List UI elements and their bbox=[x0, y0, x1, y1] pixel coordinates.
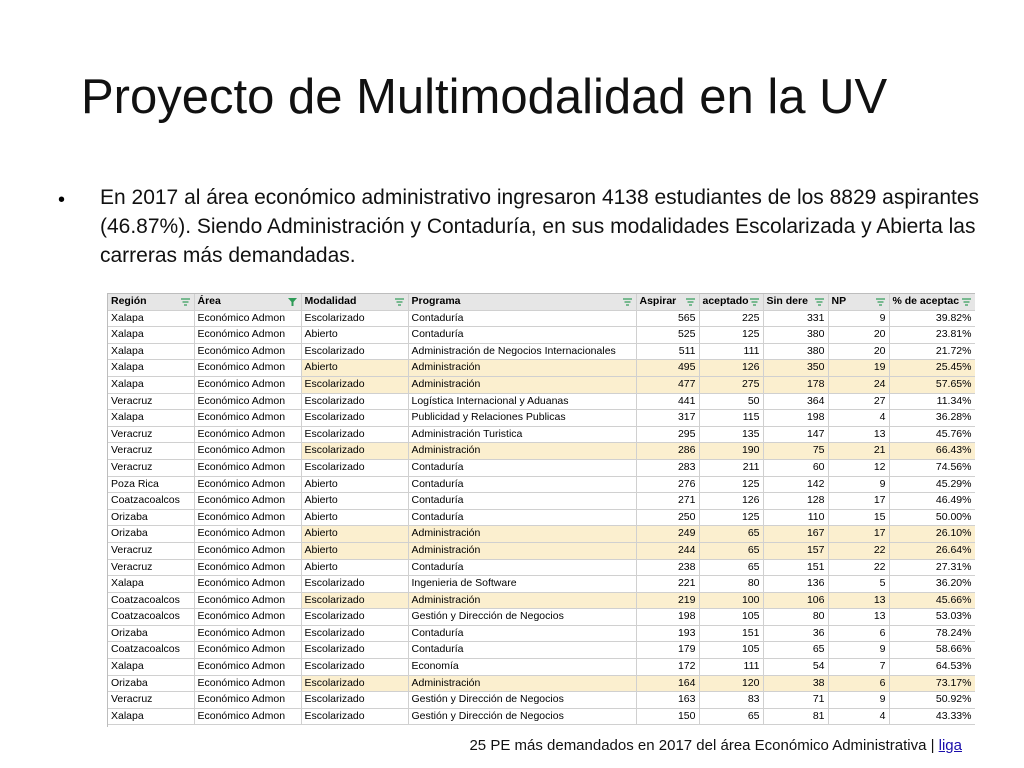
area-cell[interactable]: Económico Admon bbox=[194, 592, 301, 609]
modalidad-cell[interactable]: Escolarizado bbox=[301, 609, 408, 626]
np-cell[interactable]: 6 bbox=[828, 625, 889, 642]
np-cell[interactable]: 4 bbox=[828, 410, 889, 427]
modalidad-cell[interactable]: Escolarizado bbox=[301, 443, 408, 460]
pct-cell[interactable]: 23.81% bbox=[889, 327, 975, 344]
region-cell[interactable]: Xalapa bbox=[108, 376, 194, 393]
pct-cell[interactable]: 78.24% bbox=[889, 625, 975, 642]
aspirantes-cell[interactable]: 221 bbox=[636, 576, 699, 593]
pct-cell[interactable]: 36.28% bbox=[889, 410, 975, 427]
sin-derecho-cell[interactable]: 81 bbox=[763, 708, 828, 725]
table-row bbox=[108, 659, 975, 676]
aceptados-cell[interactable]: 126 bbox=[699, 493, 763, 510]
programa-cell[interactable]: Publicidad y Relaciones Publicas bbox=[408, 410, 636, 427]
modalidad-cell[interactable]: Escolarizado bbox=[301, 310, 408, 327]
header-row bbox=[108, 294, 975, 310]
table-row bbox=[108, 526, 975, 543]
region-cell[interactable]: Xalapa bbox=[108, 327, 194, 344]
area-cell[interactable]: Económico Admon bbox=[194, 459, 301, 476]
aspirantes-cell[interactable]: 219 bbox=[636, 592, 699, 609]
aspirantes-cell[interactable]: 238 bbox=[636, 559, 699, 576]
sin-derecho-cell[interactable]: 106 bbox=[763, 592, 828, 609]
aspirantes-cell[interactable]: 193 bbox=[636, 625, 699, 642]
pct-cell[interactable]: 50.92% bbox=[889, 692, 975, 709]
np-cell[interactable]: 13 bbox=[828, 609, 889, 626]
aspirantes-cell[interactable]: 511 bbox=[636, 343, 699, 360]
region-cell[interactable]: Veracruz bbox=[108, 542, 194, 559]
pct-cell[interactable]: 26.64% bbox=[889, 542, 975, 559]
bullet-dot-icon: • bbox=[58, 189, 66, 211]
aceptados-cell[interactable]: 83 bbox=[699, 692, 763, 709]
np-cell[interactable]: 13 bbox=[828, 592, 889, 609]
np-cell[interactable]: 12 bbox=[828, 459, 889, 476]
pct-cell[interactable]: 50.00% bbox=[889, 509, 975, 526]
region-cell[interactable]: Xalapa bbox=[108, 310, 194, 327]
pct-cell[interactable]: 26.10% bbox=[889, 526, 975, 543]
pct-cell[interactable]: 74.56% bbox=[889, 459, 975, 476]
area-cell[interactable]: Económico Admon bbox=[194, 642, 301, 659]
area-cell[interactable]: Económico Admon bbox=[194, 327, 301, 344]
table-row bbox=[108, 310, 975, 327]
region-cell[interactable]: Orizaba bbox=[108, 625, 194, 642]
table-row bbox=[108, 692, 975, 709]
modalidad-cell[interactable]: Escolarizado bbox=[301, 426, 408, 443]
filter-icon[interactable] bbox=[181, 298, 190, 306]
sin-derecho-cell[interactable]: 136 bbox=[763, 576, 828, 593]
pct-cell[interactable]: 45.66% bbox=[889, 592, 975, 609]
np-cell[interactable]: 15 bbox=[828, 509, 889, 526]
filter-icon[interactable] bbox=[962, 298, 971, 306]
np-cell[interactable]: 4 bbox=[828, 708, 889, 725]
np-cell[interactable]: 27 bbox=[828, 393, 889, 410]
spreadsheet-table bbox=[107, 293, 975, 727]
area-cell[interactable]: Económico Admon bbox=[194, 343, 301, 360]
aspirantes-cell[interactable]: 495 bbox=[636, 360, 699, 377]
np-cell[interactable]: 9 bbox=[828, 310, 889, 327]
modalidad-cell[interactable]: Escolarizado bbox=[301, 459, 408, 476]
column-header[interactable] bbox=[408, 294, 636, 310]
area-cell[interactable]: Económico Admon bbox=[194, 509, 301, 526]
np-cell[interactable]: 19 bbox=[828, 360, 889, 377]
np-cell[interactable]: 22 bbox=[828, 542, 889, 559]
pct-cell[interactable]: 27.31% bbox=[889, 559, 975, 576]
programa-cell[interactable]: Gestión y Dirección de Negocios bbox=[408, 692, 636, 709]
pct-cell[interactable]: 73.17% bbox=[889, 675, 975, 692]
area-cell[interactable]: Económico Admon bbox=[194, 576, 301, 593]
sin-derecho-cell[interactable]: 36 bbox=[763, 625, 828, 642]
programa-cell[interactable]: Administración de Negocios Internacionales bbox=[408, 343, 636, 360]
np-cell[interactable]: 13 bbox=[828, 426, 889, 443]
aspirantes-cell[interactable]: 525 bbox=[636, 327, 699, 344]
np-cell[interactable]: 17 bbox=[828, 526, 889, 543]
aspirantes-cell[interactable]: 286 bbox=[636, 443, 699, 460]
programa-cell[interactable]: Administración bbox=[408, 542, 636, 559]
table-row bbox=[108, 625, 975, 642]
area-cell[interactable]: Económico Admon bbox=[194, 493, 301, 510]
aceptados-cell[interactable]: 65 bbox=[699, 526, 763, 543]
modalidad-cell[interactable]: Escolarizado bbox=[301, 393, 408, 410]
np-cell[interactable]: 22 bbox=[828, 559, 889, 576]
table-row bbox=[108, 708, 975, 725]
area-cell[interactable]: Económico Admon bbox=[194, 476, 301, 493]
pct-cell[interactable]: 11.34% bbox=[889, 393, 975, 410]
sin-derecho-cell[interactable]: 65 bbox=[763, 642, 828, 659]
region-cell[interactable]: Xalapa bbox=[108, 410, 194, 427]
aspirantes-cell[interactable]: 276 bbox=[636, 476, 699, 493]
modalidad-cell[interactable]: Escolarizado bbox=[301, 576, 408, 593]
area-cell[interactable]: Económico Admon bbox=[194, 526, 301, 543]
np-cell[interactable]: 9 bbox=[828, 692, 889, 709]
region-cell[interactable]: Xalapa bbox=[108, 360, 194, 377]
region-cell[interactable]: Orizaba bbox=[108, 526, 194, 543]
sin-derecho-cell[interactable]: 54 bbox=[763, 659, 828, 676]
modalidad-cell[interactable]: Abierto bbox=[301, 493, 408, 510]
aceptados-cell[interactable]: 65 bbox=[699, 542, 763, 559]
region-cell[interactable]: Coatzacoalcos bbox=[108, 592, 194, 609]
filter-icon[interactable] bbox=[815, 298, 824, 306]
region-cell[interactable]: Coatzacoalcos bbox=[108, 609, 194, 626]
programa-cell[interactable]: Administración bbox=[408, 360, 636, 377]
pct-cell[interactable]: 57.65% bbox=[889, 376, 975, 393]
modalidad-cell[interactable]: Abierto bbox=[301, 476, 408, 493]
table-body bbox=[108, 310, 975, 725]
sin-derecho-cell[interactable]: 331 bbox=[763, 310, 828, 327]
modalidad-cell[interactable]: Escolarizado bbox=[301, 343, 408, 360]
programa-cell[interactable]: Ingenieria de Software bbox=[408, 576, 636, 593]
modalidad-cell[interactable]: Escolarizado bbox=[301, 659, 408, 676]
sin-derecho-cell[interactable]: 147 bbox=[763, 426, 828, 443]
column-header-label: Modalidad bbox=[304, 295, 357, 307]
filter-icon[interactable] bbox=[623, 298, 632, 306]
region-cell[interactable]: Veracruz bbox=[108, 426, 194, 443]
sin-derecho-cell[interactable]: 71 bbox=[763, 692, 828, 709]
sin-derecho-cell[interactable]: 110 bbox=[763, 509, 828, 526]
modalidad-cell[interactable]: Abierto bbox=[301, 327, 408, 344]
table-row bbox=[108, 393, 975, 410]
column-header-label: NP bbox=[831, 295, 847, 307]
region-cell[interactable]: Xalapa bbox=[108, 708, 194, 725]
aceptados-cell[interactable]: 100 bbox=[699, 592, 763, 609]
table-row bbox=[108, 592, 975, 609]
column-header[interactable] bbox=[699, 294, 763, 310]
sin-derecho-cell[interactable]: 38 bbox=[763, 675, 828, 692]
column-header[interactable] bbox=[301, 294, 408, 310]
region-cell[interactable]: Xalapa bbox=[108, 576, 194, 593]
programa-cell[interactable]: Logística Internacional y Aduanas bbox=[408, 393, 636, 410]
region-cell[interactable]: Veracruz bbox=[108, 559, 194, 576]
programa-cell[interactable]: Contaduría bbox=[408, 459, 636, 476]
pct-cell[interactable]: 25.45% bbox=[889, 360, 975, 377]
sin-derecho-cell[interactable]: 380 bbox=[763, 343, 828, 360]
pct-cell[interactable]: 36.20% bbox=[889, 576, 975, 593]
caption-link[interactable]: liga bbox=[938, 737, 962, 754]
programa-cell[interactable]: Administración bbox=[408, 675, 636, 692]
column-header[interactable] bbox=[889, 294, 975, 310]
aspirantes-cell[interactable]: 283 bbox=[636, 459, 699, 476]
aceptados-cell[interactable]: 120 bbox=[699, 675, 763, 692]
pct-cell[interactable]: 58.66% bbox=[889, 642, 975, 659]
pct-cell[interactable]: 45.29% bbox=[889, 476, 975, 493]
np-cell[interactable]: 5 bbox=[828, 576, 889, 593]
sin-derecho-cell[interactable]: 75 bbox=[763, 443, 828, 460]
aspirantes-cell[interactable]: 271 bbox=[636, 493, 699, 510]
table-row bbox=[108, 559, 975, 576]
area-cell[interactable]: Económico Admon bbox=[194, 426, 301, 443]
pct-cell[interactable]: 21.72% bbox=[889, 343, 975, 360]
aceptados-cell[interactable]: 125 bbox=[699, 327, 763, 344]
np-cell[interactable]: 21 bbox=[828, 443, 889, 460]
column-header-label: Área bbox=[197, 295, 221, 307]
column-header[interactable] bbox=[194, 294, 301, 310]
region-cell[interactable]: Veracruz bbox=[108, 393, 194, 410]
pct-cell[interactable]: 66.43% bbox=[889, 443, 975, 460]
area-cell[interactable]: Económico Admon bbox=[194, 410, 301, 427]
programa-cell[interactable]: Contaduría bbox=[408, 493, 636, 510]
modalidad-cell[interactable]: Escolarizado bbox=[301, 708, 408, 725]
np-cell[interactable]: 20 bbox=[828, 327, 889, 344]
column-header-label: Sin dere bbox=[766, 295, 808, 307]
table-row bbox=[108, 410, 975, 427]
table-row bbox=[108, 493, 975, 510]
sin-derecho-cell[interactable]: 350 bbox=[763, 360, 828, 377]
caption-text: 25 PE más demandados en 2017 del área Económico Administrativa | bbox=[469, 737, 939, 754]
region-cell[interactable]: Veracruz bbox=[108, 459, 194, 476]
filter-icon[interactable] bbox=[395, 298, 404, 306]
area-cell[interactable]: Económico Admon bbox=[194, 675, 301, 692]
pct-cell[interactable]: 43.33% bbox=[889, 708, 975, 725]
programa-cell[interactable]: Contaduría bbox=[408, 642, 636, 659]
table-row bbox=[108, 343, 975, 360]
data-table bbox=[108, 294, 975, 725]
modalidad-cell[interactable]: Escolarizado bbox=[301, 410, 408, 427]
sin-derecho-cell[interactable]: 364 bbox=[763, 393, 828, 410]
sin-derecho-cell[interactable]: 60 bbox=[763, 459, 828, 476]
pct-cell[interactable]: 53.03% bbox=[889, 609, 975, 626]
aceptados-cell[interactable]: 65 bbox=[699, 708, 763, 725]
pct-cell[interactable]: 64.53% bbox=[889, 659, 975, 676]
area-cell[interactable]: Económico Admon bbox=[194, 542, 301, 559]
area-cell[interactable]: Económico Admon bbox=[194, 708, 301, 725]
programa-cell[interactable]: Gestión y Dirección de Negocios bbox=[408, 609, 636, 626]
aceptados-cell[interactable]: 65 bbox=[699, 559, 763, 576]
aceptados-cell[interactable]: 111 bbox=[699, 343, 763, 360]
filter-icon[interactable] bbox=[750, 298, 759, 306]
programa-cell[interactable]: Gestión y Dirección de Negocios bbox=[408, 708, 636, 725]
area-cell[interactable]: Económico Admon bbox=[194, 443, 301, 460]
area-cell[interactable]: Económico Admon bbox=[194, 393, 301, 410]
column-header[interactable] bbox=[828, 294, 889, 310]
aceptados-cell[interactable]: 135 bbox=[699, 426, 763, 443]
aceptados-cell[interactable]: 125 bbox=[699, 476, 763, 493]
area-cell[interactable]: Económico Admon bbox=[194, 376, 301, 393]
aceptados-cell[interactable]: 211 bbox=[699, 459, 763, 476]
region-cell[interactable]: Orizaba bbox=[108, 509, 194, 526]
aceptados-cell[interactable]: 50 bbox=[699, 393, 763, 410]
np-cell[interactable]: 9 bbox=[828, 476, 889, 493]
aspirantes-cell[interactable]: 250 bbox=[636, 509, 699, 526]
programa-cell[interactable]: Contaduría bbox=[408, 476, 636, 493]
column-header-label: aceptado bbox=[702, 295, 749, 307]
np-cell[interactable]: 17 bbox=[828, 493, 889, 510]
region-cell[interactable]: Veracruz bbox=[108, 692, 194, 709]
np-cell[interactable]: 9 bbox=[828, 642, 889, 659]
modalidad-cell[interactable]: Abierto bbox=[301, 526, 408, 543]
table-row bbox=[108, 327, 975, 344]
area-cell[interactable]: Económico Admon bbox=[194, 360, 301, 377]
aspirantes-cell[interactable]: 164 bbox=[636, 675, 699, 692]
region-cell[interactable]: Veracruz bbox=[108, 443, 194, 460]
column-header-label: Región bbox=[111, 295, 147, 307]
aceptados-cell[interactable]: 115 bbox=[699, 410, 763, 427]
modalidad-cell[interactable]: Abierto bbox=[301, 509, 408, 526]
aspirantes-cell[interactable]: 198 bbox=[636, 609, 699, 626]
column-header[interactable] bbox=[763, 294, 828, 310]
modalidad-cell[interactable]: Escolarizado bbox=[301, 675, 408, 692]
aspirantes-cell[interactable]: 477 bbox=[636, 376, 699, 393]
bullet-text: En 2017 al área económico administrativo ingresaron 4138 estudiantes de los 8829 aspirantes (46.87%). Siendo Administración y Contaduría, en sus modalidades Escolarizada y Abierta las carreras más demandadas. bbox=[100, 186, 980, 267]
modalidad-cell[interactable]: Abierto bbox=[301, 542, 408, 559]
table-row bbox=[108, 443, 975, 460]
programa-cell[interactable]: Administración Turistica bbox=[408, 426, 636, 443]
area-cell[interactable]: Económico Admon bbox=[194, 625, 301, 642]
programa-cell[interactable]: Contaduría bbox=[408, 509, 636, 526]
table-row bbox=[108, 476, 975, 493]
filter-icon[interactable] bbox=[686, 298, 695, 306]
pct-cell[interactable]: 39.82% bbox=[889, 310, 975, 327]
aspirantes-cell[interactable]: 295 bbox=[636, 426, 699, 443]
column-header-label: Programa bbox=[411, 295, 461, 307]
modalidad-cell[interactable]: Escolarizado bbox=[301, 592, 408, 609]
programa-cell[interactable]: Administración bbox=[408, 376, 636, 393]
programa-cell[interactable]: Economía bbox=[408, 659, 636, 676]
aspirantes-cell[interactable]: 244 bbox=[636, 542, 699, 559]
region-cell[interactable]: Coatzacoalcos bbox=[108, 642, 194, 659]
aspirantes-cell[interactable]: 441 bbox=[636, 393, 699, 410]
column-header-label: Aspirar bbox=[639, 295, 677, 307]
column-header[interactable] bbox=[108, 294, 194, 310]
np-cell[interactable]: 20 bbox=[828, 343, 889, 360]
sin-derecho-cell[interactable]: 380 bbox=[763, 327, 828, 344]
area-cell[interactable]: Económico Admon bbox=[194, 609, 301, 626]
np-cell[interactable]: 7 bbox=[828, 659, 889, 676]
pct-cell[interactable]: 45.76% bbox=[889, 426, 975, 443]
aceptados-cell[interactable]: 151 bbox=[699, 625, 763, 642]
aceptados-cell[interactable]: 126 bbox=[699, 360, 763, 377]
table-row bbox=[108, 675, 975, 692]
programa-cell[interactable]: Contaduría bbox=[408, 559, 636, 576]
region-cell[interactable]: Coatzacoalcos bbox=[108, 493, 194, 510]
sin-derecho-cell[interactable]: 151 bbox=[763, 559, 828, 576]
modalidad-cell[interactable]: Escolarizado bbox=[301, 376, 408, 393]
caption bbox=[469, 737, 962, 754]
aspirantes-cell[interactable]: 179 bbox=[636, 642, 699, 659]
modalidad-cell[interactable]: Escolarizado bbox=[301, 642, 408, 659]
sin-derecho-cell[interactable]: 167 bbox=[763, 526, 828, 543]
table-row bbox=[108, 542, 975, 559]
area-cell[interactable]: Económico Admon bbox=[194, 310, 301, 327]
table-row bbox=[108, 642, 975, 659]
np-cell[interactable]: 6 bbox=[828, 675, 889, 692]
aceptados-cell[interactable]: 111 bbox=[699, 659, 763, 676]
aceptados-cell[interactable]: 275 bbox=[699, 376, 763, 393]
sin-derecho-cell[interactable]: 80 bbox=[763, 609, 828, 626]
sin-derecho-cell[interactable]: 142 bbox=[763, 476, 828, 493]
table-row bbox=[108, 360, 975, 377]
modalidad-cell[interactable]: Escolarizado bbox=[301, 625, 408, 642]
table-row bbox=[108, 509, 975, 526]
programa-cell[interactable]: Contaduría bbox=[408, 625, 636, 642]
region-cell[interactable]: Xalapa bbox=[108, 343, 194, 360]
table-row bbox=[108, 609, 975, 626]
aceptados-cell[interactable]: 125 bbox=[699, 509, 763, 526]
aspirantes-cell[interactable]: 249 bbox=[636, 526, 699, 543]
aceptados-cell[interactable]: 105 bbox=[699, 609, 763, 626]
table-row bbox=[108, 576, 975, 593]
sin-derecho-cell[interactable]: 128 bbox=[763, 493, 828, 510]
region-cell[interactable]: Poza Rica bbox=[108, 476, 194, 493]
area-cell[interactable]: Económico Admon bbox=[194, 692, 301, 709]
filter-icon[interactable] bbox=[876, 298, 885, 306]
pct-cell[interactable]: 46.49% bbox=[889, 493, 975, 510]
aceptados-cell[interactable]: 105 bbox=[699, 642, 763, 659]
np-cell[interactable]: 24 bbox=[828, 376, 889, 393]
column-header-label: % de aceptac bbox=[892, 295, 960, 307]
aceptados-cell[interactable]: 190 bbox=[699, 443, 763, 460]
programa-cell[interactable]: Administración bbox=[408, 526, 636, 543]
slide-title: Proyecto de Multimodalidad en la UV bbox=[81, 70, 888, 124]
aspirantes-cell[interactable]: 172 bbox=[636, 659, 699, 676]
modalidad-cell[interactable]: Abierto bbox=[301, 360, 408, 377]
programa-cell[interactable]: Administración bbox=[408, 592, 636, 609]
area-cell[interactable]: Económico Admon bbox=[194, 659, 301, 676]
modalidad-cell[interactable]: Escolarizado bbox=[301, 692, 408, 709]
column-header[interactable] bbox=[636, 294, 699, 310]
sin-derecho-cell[interactable]: 198 bbox=[763, 410, 828, 427]
filter-icon[interactable] bbox=[288, 298, 297, 306]
programa-cell[interactable]: Contaduría bbox=[408, 327, 636, 344]
table-row bbox=[108, 426, 975, 443]
aspirantes-cell[interactable]: 163 bbox=[636, 692, 699, 709]
aceptados-cell[interactable]: 225 bbox=[699, 310, 763, 327]
aspirantes-cell[interactable]: 565 bbox=[636, 310, 699, 327]
programa-cell[interactable]: Contaduría bbox=[408, 310, 636, 327]
aspirantes-cell[interactable]: 150 bbox=[636, 708, 699, 725]
modalidad-cell[interactable]: Abierto bbox=[301, 559, 408, 576]
area-cell[interactable]: Económico Admon bbox=[194, 559, 301, 576]
table-row bbox=[108, 459, 975, 476]
table-row bbox=[108, 376, 975, 393]
sin-derecho-cell[interactable]: 178 bbox=[763, 376, 828, 393]
aspirantes-cell[interactable]: 317 bbox=[636, 410, 699, 427]
region-cell[interactable]: Orizaba bbox=[108, 675, 194, 692]
programa-cell[interactable]: Administración bbox=[408, 443, 636, 460]
region-cell[interactable]: Xalapa bbox=[108, 659, 194, 676]
aceptados-cell[interactable]: 80 bbox=[699, 576, 763, 593]
sin-derecho-cell[interactable]: 157 bbox=[763, 542, 828, 559]
